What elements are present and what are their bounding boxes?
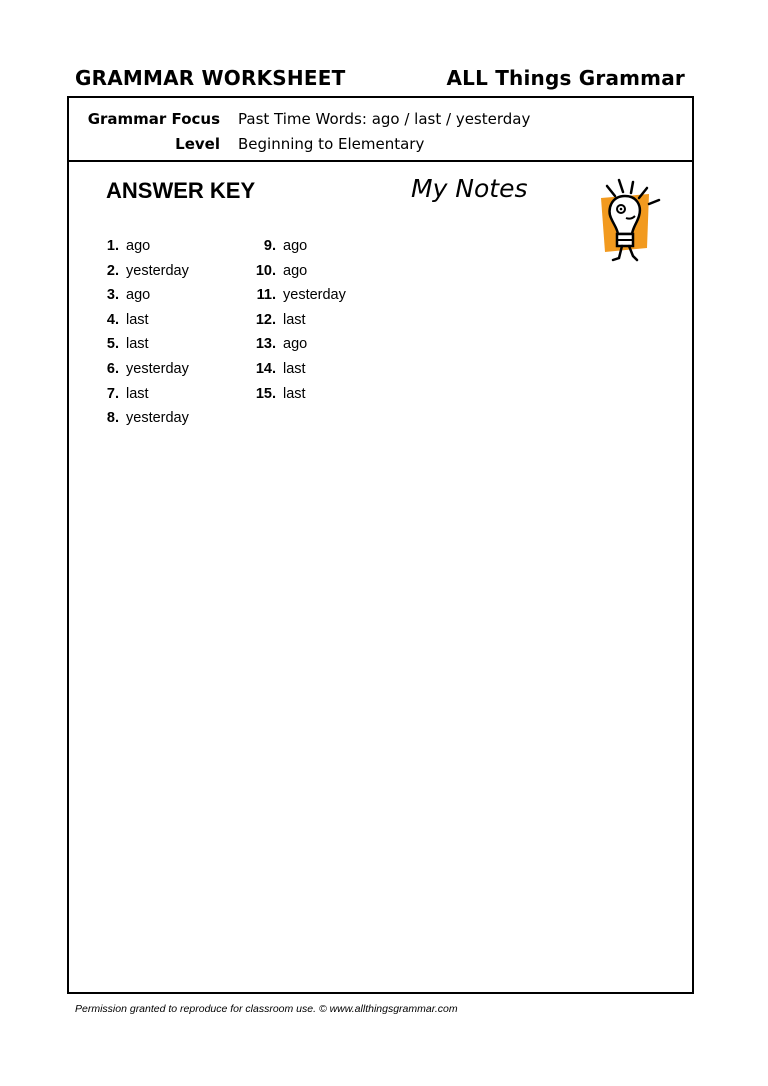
answer-word: ago [283,262,308,279]
permission-footer: Permission granted to reproduce for classroom use. © www.allthingsgrammar.com [75,1003,458,1015]
answer-number: 13. [255,336,276,353]
grammar-focus-value: Past Time Words: ago / last / yesterday [238,110,531,128]
answer-word: last [126,336,149,353]
answers-column-2 [236,238,346,410]
worksheet-frame [67,96,694,994]
answer-word: ago [126,287,151,304]
answer-word: yesterday [126,410,189,427]
answer-number: 9. [263,238,276,254]
answer-word: last [126,385,149,402]
answer-number: 5. [106,336,119,353]
answer-word: ago [283,336,308,353]
answer-item [89,238,189,263]
level-row [69,135,692,157]
answer-item [236,238,346,263]
answer-number: 2. [106,262,119,279]
answer-item [89,287,189,312]
answer-number: 7. [106,385,119,402]
answer-number: 15. [255,385,276,402]
answer-item [236,386,346,411]
answer-item [89,361,189,386]
answer-number: 10. [255,262,276,279]
answer-word: ago [283,238,308,254]
answer-word: last [283,385,306,402]
level-value: Beginning to Elementary [238,135,425,153]
grammar-focus-box [69,98,692,162]
answer-number: 12. [255,311,276,328]
answer-number: 4. [106,311,119,328]
answer-item [89,263,189,288]
answer-word: last [283,360,306,377]
answer-item [89,336,189,361]
answer-item [236,336,346,361]
answer-word: last [283,311,306,328]
answer-item [236,287,346,312]
grammar-focus-row [69,110,692,132]
answers-column-1 [89,238,189,435]
lightbulb-character-icon [597,178,663,274]
answer-number: 14. [255,360,276,377]
answer-item [89,410,189,435]
answer-word: yesterday [126,360,189,377]
grammar-focus-label: Grammar Focus [87,110,220,128]
answer-number: 6. [106,360,119,377]
answer-word: last [126,311,149,328]
answer-word: ago [126,238,151,254]
answer-number: 8. [106,410,119,427]
answer-word: yesterday [126,262,189,279]
answer-item [236,312,346,337]
answer-item [89,312,189,337]
answer-number: 3. [106,287,119,304]
answer-word: yesterday [283,287,346,304]
answer-item [236,263,346,288]
answer-number: 1. [106,238,119,254]
my-notes-heading: My Notes [411,174,528,203]
level-label: Level [175,135,220,153]
answer-key-heading: ANSWER KEY [106,178,256,203]
brand-title: ALL Things Grammar [446,66,685,90]
answer-number: 11. [256,287,276,304]
worksheet-title: GRAMMAR WORKSHEET [75,66,346,90]
answer-item [89,386,189,411]
answer-item [236,361,346,386]
